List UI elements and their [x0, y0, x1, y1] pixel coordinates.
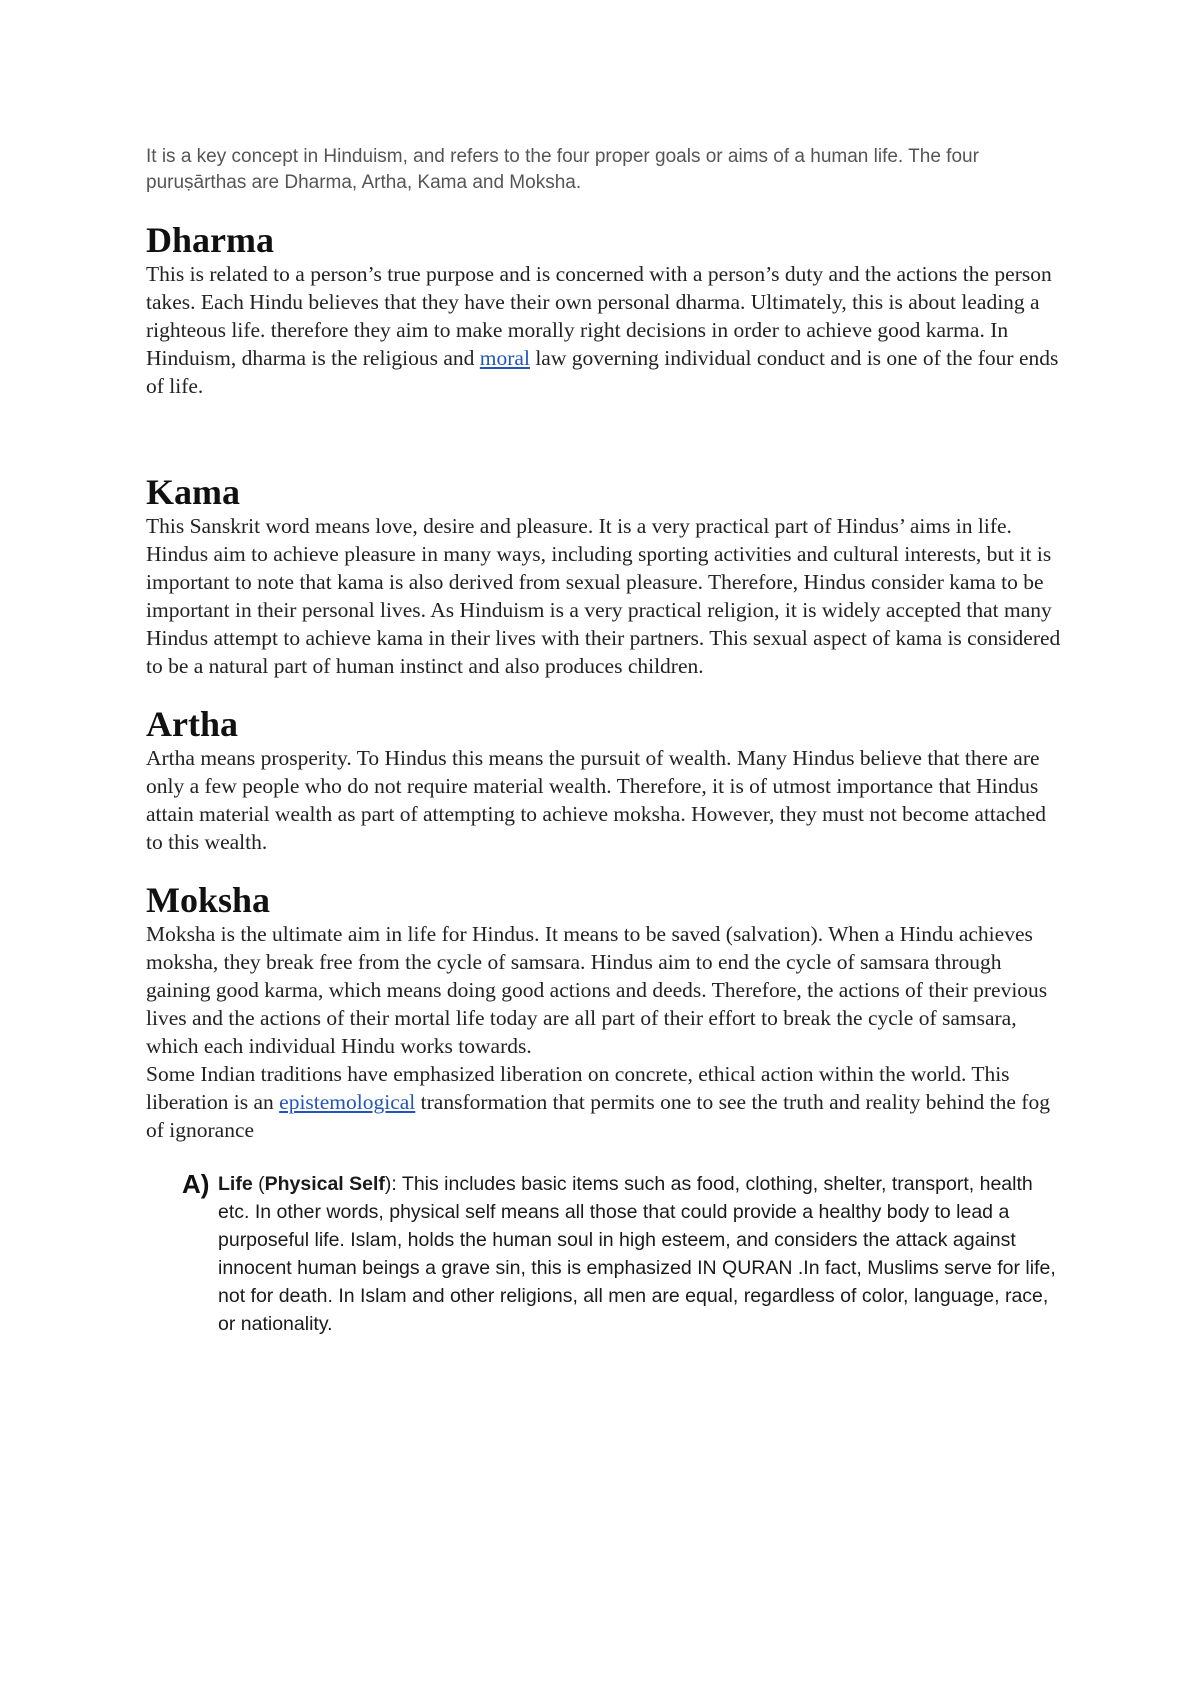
paragraph-liberation [146, 1060, 1066, 1144]
list-term-life: Life [218, 1173, 253, 1195]
paragraph-dharma [146, 260, 1066, 400]
list-close-paren: ) [384, 1173, 392, 1195]
list-marker: A) [182, 1169, 210, 1199]
heading-artha: Artha [146, 704, 238, 744]
document-content [146, 144, 1066, 1338]
list-item-text: : This includes basic items such as food, clothing, shelter, transport, health etc. In other words, physical self means all those that could provide a healthy body to lead a purposeful life. Islam, holds the human soul in high esteem, and considers the attack against innocent human beings a grave sin, this is emphasized IN QURAN .In fact, Muslims serve for life, not for death. In Islam and other religions, all men are equal, regardless of color, language, race, or nationality. [218, 1173, 1056, 1335]
paragraph-kama: This Sanskrit word means love, desire and pleasure. It is a very practical part of Hindus’ aims in life. Hindus aim to achieve pleasure in many ways, including sporting activities and cultural interests, but it is important to note that kama is also derived from sexual pleasure. Therefore, Hindus consider kama to be important in their personal lives. As Hinduism is a very practical religion, it is widely accepted that many Hindus attempt to achieve kama in their lives with their partners. This sexual aspect of kama is considered to be a natural part of human instinct and also produces children. [146, 514, 1061, 678]
heading-moksha: Moksha [146, 880, 271, 920]
liberation-text-start: Some Indian traditions have emphasized liberation on concrete, ethical action within the world. This liberation is an [146, 1062, 1010, 1114]
link-epistemological[interactable]: epistemological [279, 1090, 416, 1114]
link-moral[interactable]: moral [479, 346, 530, 370]
liberation-text-end: transformation that permits one to see the truth and reality behind the fog of ignorance [146, 1090, 1050, 1142]
list-open-paren: ( [252, 1173, 265, 1195]
heading-dharma: Dharma [146, 220, 274, 260]
dharma-text-start: This is related to a person’s true purpose and is concerned with a person’s duty and the actions the person takes. Each Hindu believes that they have their own personal dharma. Ultimately, this is about leading a righteous life. therefore they aim to make morally right decisions in order to achieve good karma. In Hinduism, dharma is the religious and [146, 262, 1052, 370]
heading-kama: Kama [146, 472, 240, 512]
list-item-life [146, 1170, 1066, 1338]
dharma-text-end: law governing individual conduct and is one of the four ends of life. [146, 346, 1059, 398]
intro-paragraph: It is a key concept in Hinduism, and refers to the four proper goals or aims of a human life. The four puruṣārthas are Dharma, Artha, Kama and Moksha. [146, 146, 979, 193]
list-subterm-physical-self: Physical Self [264, 1173, 385, 1195]
paragraph-artha: Artha means prosperity. To Hindus this means the pursuit of wealth. Many Hindus believe that there are only a few people who do not require material wealth. Therefore, it is of utmost importance that Hindus attain material wealth as part of attempting to achieve moksha. However, they must not become attached to this wealth. [146, 746, 1047, 854]
paragraph-moksha: Moksha is the ultimate aim in life for Hindus. It means to be saved (salvation). When a Hindu achieves moksha, they break free from the cycle of samsara. Hindus aim to end the cycle of samsara through gaining good karma, which means doing good actions and deeds. Therefore, the actions of their previous lives and the actions of their mortal life today are all part of their effort to break the cycle of samsara, which each individual Hindu works towards. [146, 922, 1048, 1058]
